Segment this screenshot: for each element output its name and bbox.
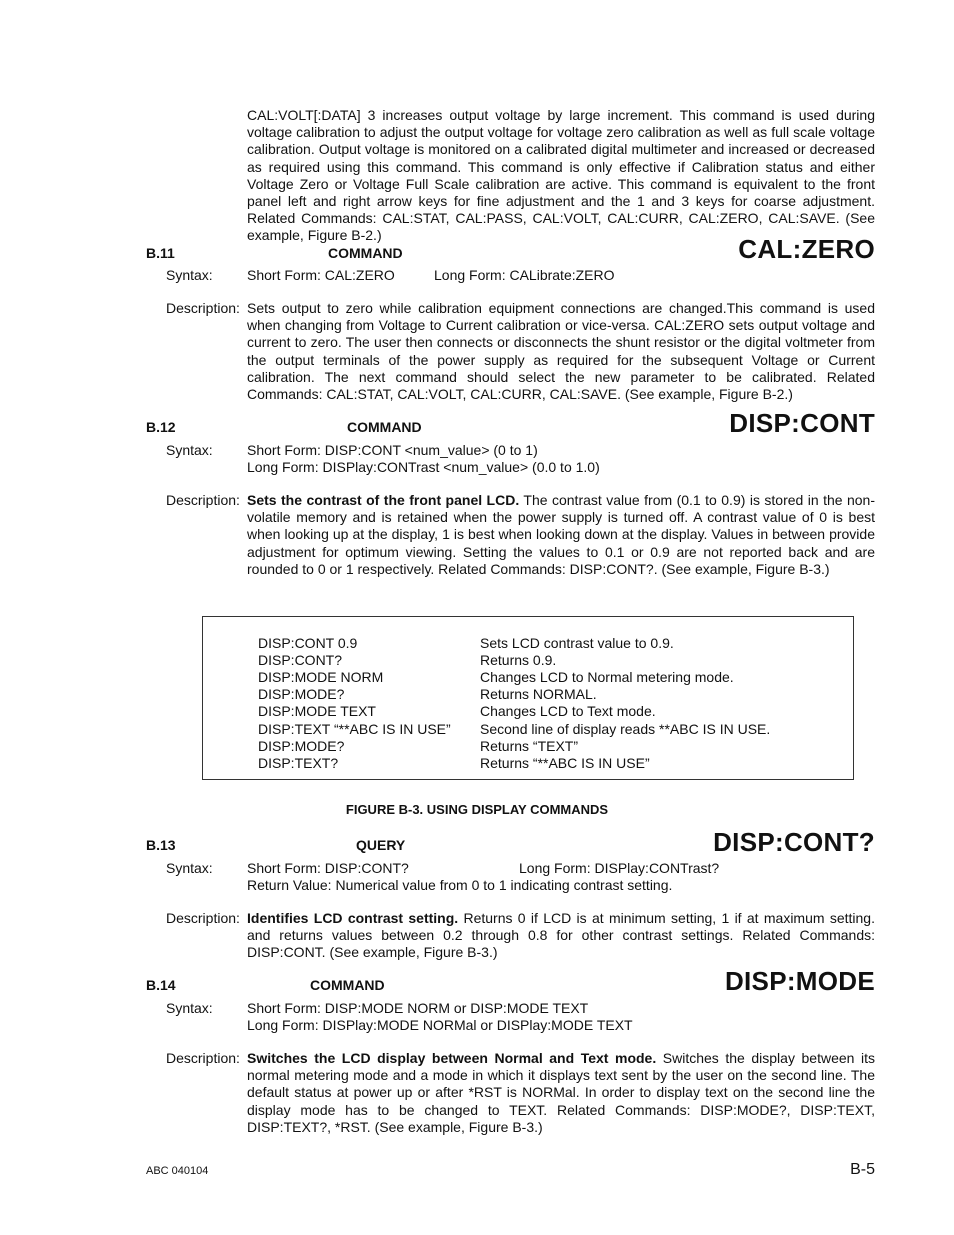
footer-page-number: B-5	[850, 1161, 875, 1178]
figure-result: Changes LCD to Normal metering mode.	[480, 669, 734, 686]
description-text	[247, 1050, 875, 1136]
section-title: DISP:MODE	[724, 966, 875, 996]
description-label: Description:	[166, 910, 240, 926]
description-label: Description:	[166, 300, 240, 316]
section-kind: COMMAND	[310, 977, 385, 993]
description-label: Description:	[166, 1050, 240, 1066]
figure-result: Returns NORMAL.	[480, 686, 597, 703]
figure-command: DISP:CONT 0.9	[258, 635, 358, 651]
syntax-label: Syntax:	[166, 267, 213, 283]
figure-command: DISP:TEXT “**ABC IS IN USE”	[258, 720, 451, 737]
section-number: B.12	[146, 419, 176, 435]
section-kind: QUERY	[356, 837, 406, 853]
section-title: CAL:ZERO	[738, 234, 875, 264]
syntax-label: Syntax:	[166, 442, 213, 458]
description-body: The contrast value from (0.1 to 0.9) is stored in the non-volatile memory and is retained when the power supply is turned off. A contrast value of 0 is best when looking up at the display, 1 is best when looking down at the display. Values in between provide adjustment for optimum viewing. Setting the values to 0.1 or 0.9 are not reported back and are rounded to 0 or 1 respectively. Related Commands: DISP:CONT?. (See example, Figure B-3.)	[247, 492, 876, 577]
description-body: Sets output to zero while calibration equipment connections are changed.This command is used when changing from Voltage to Current calibration or vice-versa. CAL:ZERO sets output voltage and current to zero. The user then connects or disconnects the shunt resistor or the digital voltmeter from the output terminals of the power supply as required for the subsequent Voltage or Current calibration. The next command should select the new parameter to be calibrated. Related Commands: CAL:STAT, CAL:VOLT, CAL:CURR, CAL:SAVE. (See example, Figure B-2.)	[247, 300, 875, 403]
figure-command: DISP:TEXT?	[258, 754, 339, 771]
syntax-short-form: Short Form: DISP:CONT <num_value> (0 to 1)	[247, 442, 538, 458]
section-number: B.11	[146, 245, 175, 261]
description-body: Returns 0 if LCD is at minimum setting, 1 if at maximum setting. and returns values between 0.2 through 0.8 for other contrast settings. Related Commands: DISP:CONT. (See example, Figure B-3.)	[247, 910, 875, 961]
description-text	[247, 910, 875, 962]
description-text	[247, 492, 875, 578]
syntax-label: Syntax:	[166, 860, 213, 876]
section-kind: COMMAND	[328, 245, 403, 261]
description-lead: Sets the contrast of the front panel LCD.	[247, 492, 520, 508]
figure-caption: FIGURE B-3. USING DISPLAY COMMANDS	[345, 802, 609, 817]
syntax-short-form: Short Form: DISP:MODE NORM or DISP:MODE TEXT	[247, 1000, 589, 1016]
description-label: Description:	[166, 492, 240, 508]
figure-result: Sets LCD contrast value to 0.9.	[480, 635, 674, 651]
figure-result: Changes LCD to Text mode.	[480, 703, 656, 720]
syntax-return-value: Return Value: Numerical value from 0 to 1 indicating contrast setting.	[247, 877, 673, 893]
figure-result: Returns 0.9.	[480, 652, 557, 669]
description-body: Switches the display between its normal metering mode and a mode in which it displays text sent by the user on the second line. The default status at power up or after *RST is NORMal. In order to display text on the second line the display mode has to be changed to TEXT. Related Commands: DISP:MODE?, DISP:TEXT, DISP:TEXT?, *RST. (See example, Figure B-3.)	[247, 1050, 875, 1135]
syntax-short-form: Short Form: DISP:CONT?	[247, 860, 409, 876]
figure-command: DISP:CONT?	[258, 652, 343, 669]
figure-command: DISP:MODE?	[258, 737, 345, 754]
syntax-long-form: Long Form: DISPlay:MODE NORMal or DISPlay:MODE TEXT	[247, 1017, 633, 1033]
figure-command: DISP:MODE NORM	[258, 669, 384, 686]
description-lead: Switches the LCD display between Normal and Text mode.	[247, 1050, 657, 1066]
description-lead: Identifies LCD contrast setting.	[247, 910, 459, 926]
figure-command: DISP:MODE TEXT	[258, 703, 376, 720]
figure-result: Second line of display reads **ABC IS IN USE.	[480, 720, 771, 737]
section-number: B.14	[146, 977, 176, 993]
figure-command: DISP:MODE?	[258, 686, 345, 703]
intro-paragraph: CAL:VOLT[:DATA] 3 increases output voltage by large increment. This command is used during voltage calibration to adjust the output voltage for voltage zero calibration as well as full scale voltage calibration. Output voltage is monitored on a calibrated digital multimeter and increased or decreased as required using this command. This command is only effective if Calibration status and either Voltage Zero or Voltage Full Scale calibration are active. This command is equivalent to the front panel left and right arrow keys for fine adjustment and the 1 and 3 keys for coarse adjustment. Related Commands: CAL:STAT, CAL:PASS, CAL:VOLT, CAL:CURR, CAL:ZERO, CAL:SAVE. (See example, Figure B-2.)	[247, 107, 875, 244]
syntax-long-form: Long Form: DISPlay:CONTrast?	[519, 860, 720, 876]
section-title: DISP:CONT?	[713, 827, 875, 857]
section-number: B.13	[146, 837, 176, 853]
figure-result: Returns “TEXT”	[480, 737, 579, 754]
footer-doc-id: ABC 040104	[146, 1165, 209, 1177]
section-kind: COMMAND	[347, 419, 422, 435]
section-title: DISP:CONT	[729, 408, 875, 438]
figure-result: Returns “**ABC IS IN USE”	[480, 754, 650, 771]
syntax-long-form: Long Form: DISPlay:CONTrast <num_value> (0.0 to 1.0)	[247, 459, 600, 475]
syntax-label: Syntax:	[166, 1000, 213, 1016]
syntax-long-form: Long Form: CALibrate:ZERO	[434, 267, 615, 283]
syntax-short-form: Short Form: CAL:ZERO	[247, 267, 395, 283]
description-text	[247, 300, 875, 403]
